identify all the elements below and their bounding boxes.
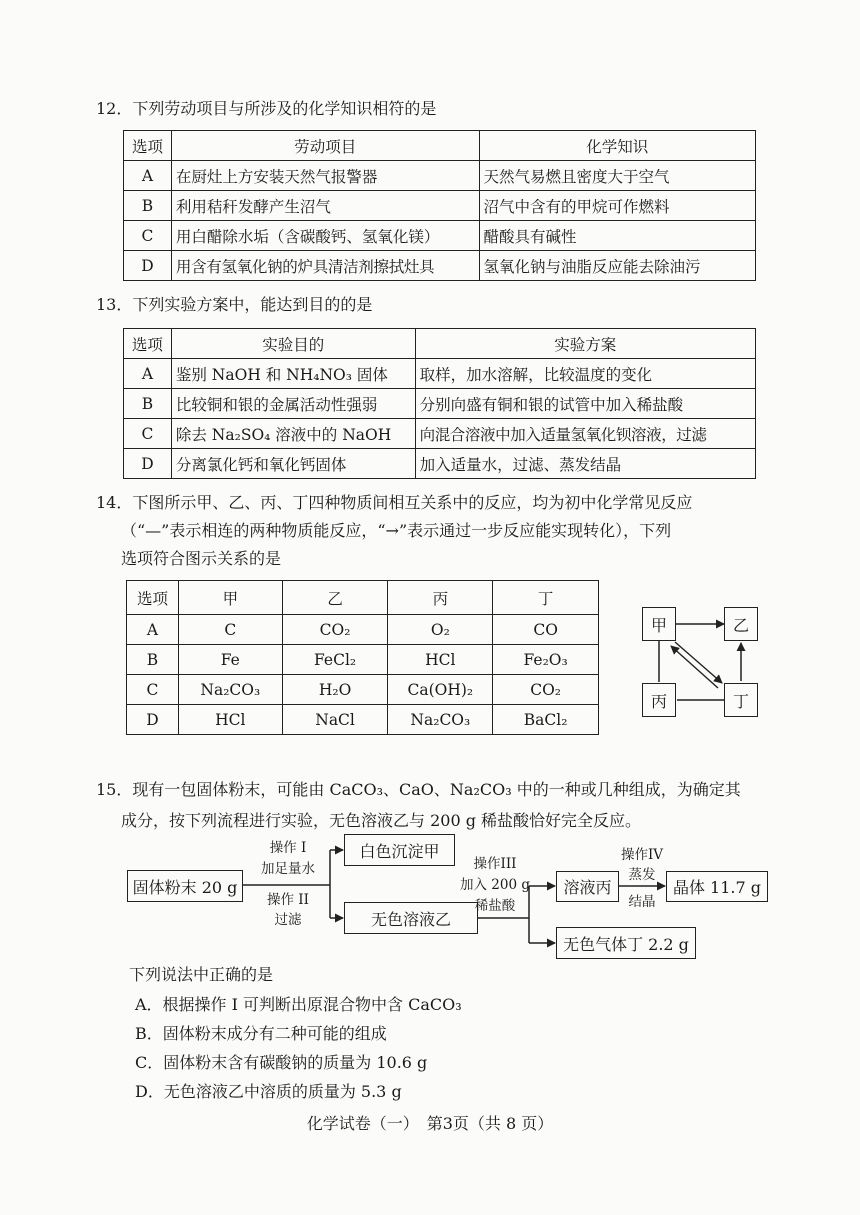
bing-cell: Na₂CO₃ — [388, 705, 493, 735]
header-cell: 实验方案 — [415, 329, 755, 359]
option-cell: D — [127, 705, 179, 735]
flow-op4-label: 操作IV — [620, 847, 664, 863]
option-cell: C — [124, 221, 172, 251]
plan-cell: 加入适量水，过滤、蒸发结晶 — [415, 449, 755, 479]
plan-cell: 取样，加水溶解，比较温度的变化 — [415, 359, 755, 389]
ding-cell: CO — [493, 615, 599, 645]
option-cell: B — [124, 191, 172, 221]
purpose-cell: 分离氯化钙和氧化钙固体 — [171, 449, 415, 479]
labor-cell: 利用秸秆发酵产生沼气 — [171, 191, 479, 221]
node-yi: 乙 — [724, 607, 758, 641]
yi-cell: CO₂ — [282, 615, 388, 645]
page-footer: 化学试卷（一） 第3页（共 8 页） — [306, 1114, 554, 1133]
node-bing: 丙 — [642, 683, 676, 717]
knowledge-cell: 沼气中含有的甲烷可作燃料 — [479, 191, 755, 221]
bing-cell: Ca(OH)₂ — [388, 675, 493, 705]
labor-cell: 在厨灶上方安装天然气报警器 — [171, 161, 479, 191]
flow-op3-label: 操作III — [473, 856, 517, 872]
option-cell: B — [124, 389, 172, 419]
q15-option-b: B．固体粉末成分有二种可能的组成 — [135, 1024, 387, 1043]
purpose-cell: 鉴别 NaOH 和 NH₄NO₃ 固体 — [171, 359, 415, 389]
q15-stem-line1: 15．现有一包固体粉末，可能由 CaCO₃、CaO、Na₂CO₃ 中的一种或几种组成，为确定其 — [96, 780, 741, 799]
flow-start-box: 固体粉末 20 g — [127, 870, 243, 902]
node-jia: 甲 — [642, 607, 676, 641]
q12-stem: 12．下列劳动项目与所涉及的化学知识相符的是 — [96, 99, 437, 118]
q14-stem-line1: 14．下图所示甲、乙、丙、丁四种物质间相互关系中的反应，均为初中化学常见反应 — [96, 493, 693, 512]
flow-solution-bing-box: 溶液丙 — [556, 871, 619, 902]
jia-cell: Na₂CO₃ — [178, 675, 282, 705]
header-cell: 丙 — [388, 581, 493, 615]
purpose-cell: 比较铜和银的金属活动性强弱 — [171, 389, 415, 419]
flow-op2-label: 操作 II — [267, 892, 309, 908]
option-cell: A — [124, 359, 172, 389]
option-cell: A — [127, 615, 179, 645]
flow-gas-box: 无色气体丁 2.2 g — [556, 927, 696, 959]
q14-stem-line2: （“—”表示相连的两种物质能反应，“→”表示通过一步反应能实现转化），下列 — [121, 521, 672, 540]
flow-op1-sub: 加足量水 — [261, 861, 315, 877]
yi-cell: FeCl₂ — [282, 645, 388, 675]
knowledge-cell: 天然气易燃且密度大于空气 — [479, 161, 755, 191]
flow-op3-sub1: 加入 200 g — [460, 877, 530, 893]
bing-cell: HCl — [388, 645, 493, 675]
labor-cell: 用含有氢氧化钠的炉具清洁剂擦拭灶具 — [171, 251, 479, 281]
header-cell: 化学知识 — [479, 131, 755, 161]
ding-cell: Fe₂O₃ — [493, 645, 599, 675]
plan-cell: 分别向盛有铜和银的试管中加入稀盐酸 — [415, 389, 755, 419]
q14-stem-line3: 选项符合图示关系的是 — [121, 549, 282, 568]
flow-op4-sub2: 结晶 — [628, 894, 656, 910]
ding-cell: BaCl₂ — [493, 705, 599, 735]
flow-crystal-box: 晶体 11.7 g — [666, 871, 768, 902]
q15-option-d: D．无色溶液乙中溶质的质量为 5.3 g — [135, 1082, 402, 1101]
option-cell: A — [124, 161, 172, 191]
header-cell: 丁 — [493, 581, 599, 615]
plan-cell: 向混合溶液中加入适量氢氧化钡溶液，过滤 — [415, 419, 755, 449]
ding-cell: CO₂ — [493, 675, 599, 705]
flow-op3-sub2: 稀盐酸 — [474, 898, 516, 914]
flow-op4-sub1: 蒸发 — [628, 867, 656, 883]
header-cell: 选项 — [124, 131, 172, 161]
q15-option-a: A．根据操作 I 可判断出原混合物中含 CaCO₃ — [135, 995, 462, 1014]
q15-prompt: 下列说法中正确的是 — [129, 965, 274, 984]
purpose-cell: 除去 Na₂SO₄ 溶液中的 NaOH — [171, 419, 415, 449]
jia-cell: Fe — [178, 645, 282, 675]
option-cell: D — [124, 251, 172, 281]
header-cell: 实验目的 — [171, 329, 415, 359]
labor-cell: 用白醋除水垢（含碳酸钙、氢氧化镁） — [171, 221, 479, 251]
bing-cell: O₂ — [388, 615, 493, 645]
yi-cell: H₂O — [282, 675, 388, 705]
q15-option-c: C．固体粉末含有碳酸钠的质量为 10.6 g — [135, 1053, 428, 1072]
jia-cell: HCl — [178, 705, 282, 735]
header-cell: 甲 — [178, 581, 282, 615]
yi-cell: NaCl — [282, 705, 388, 735]
option-cell: C — [127, 675, 179, 705]
node-ding: 丁 — [724, 683, 758, 717]
header-cell: 劳动项目 — [171, 131, 479, 161]
flow-op1-label: 操作 I — [269, 840, 307, 856]
header-cell: 选项 — [127, 581, 179, 615]
knowledge-cell: 氢氧化钠与油脂反应能去除油污 — [479, 251, 755, 281]
option-cell: B — [127, 645, 179, 675]
flow-precipitate-box: 白色沉淀甲 — [344, 834, 455, 866]
header-cell: 选项 — [124, 329, 172, 359]
option-cell: D — [124, 449, 172, 479]
flow-solution-yi-box: 无色溶液乙 — [344, 902, 478, 934]
flow-op2-sub: 过滤 — [274, 912, 302, 928]
knowledge-cell: 醋酸具有碱性 — [479, 221, 755, 251]
option-cell: C — [124, 419, 172, 449]
jia-cell: C — [178, 615, 282, 645]
q15-stem-line2: 成分，按下列流程进行实验，无色溶液乙与 200 g 稀盐酸恰好完全反应。 — [121, 811, 642, 830]
header-cell: 乙 — [282, 581, 388, 615]
q13-stem: 13．下列实验方案中，能达到目的的是 — [96, 295, 373, 314]
